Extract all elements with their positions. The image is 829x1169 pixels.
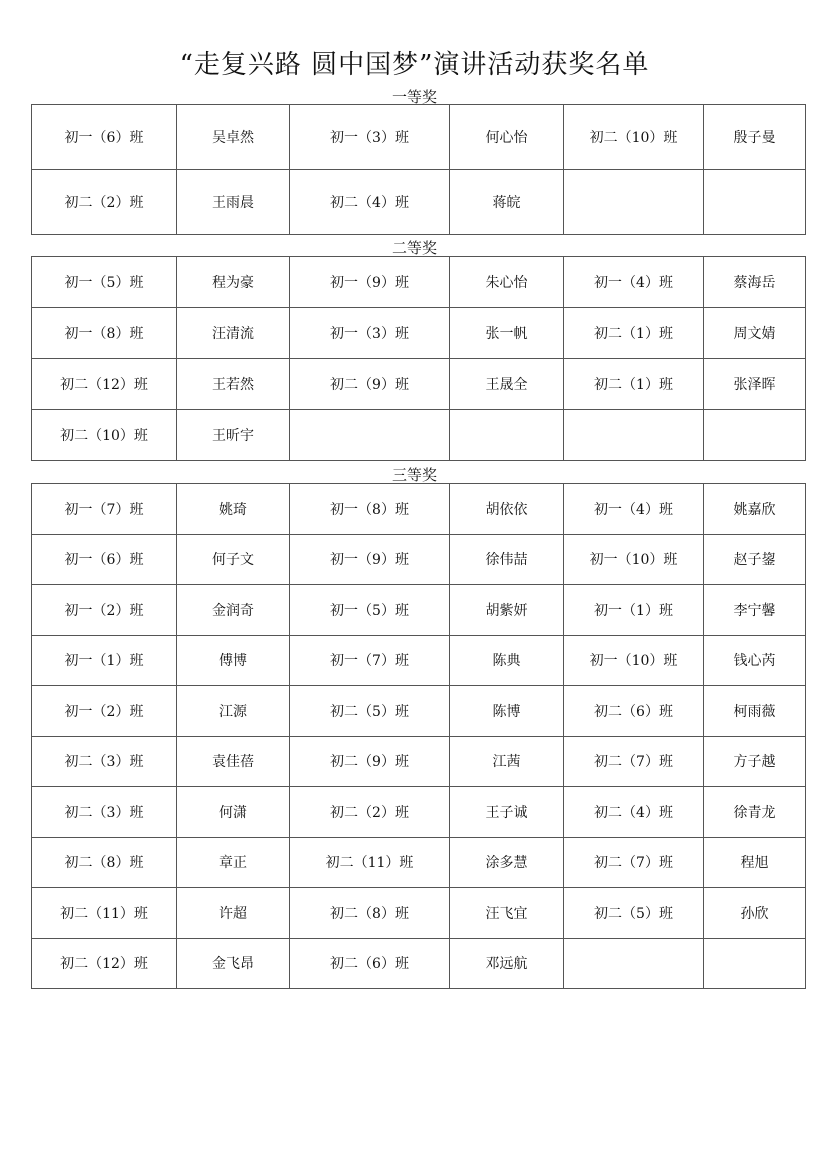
student-name-cell: 蒋皖 xyxy=(450,170,564,235)
table-row xyxy=(32,686,806,737)
student-name-cell: 王雨晨 xyxy=(177,170,290,235)
document-title: “走复兴路 圆中国梦”演讲活动获奖名单 xyxy=(179,50,650,80)
class-cell: 初二（2）班 xyxy=(32,170,177,235)
class-cell: 初二（6）班 xyxy=(564,686,704,737)
student-name-cell: 吴卓然 xyxy=(177,105,290,170)
third-prize-heading: 三等奖 xyxy=(391,466,437,484)
student-name-cell: 柯雨薇 xyxy=(704,686,806,737)
class-cell: 初二（7）班 xyxy=(564,736,704,787)
table-row xyxy=(32,888,806,939)
class-cell xyxy=(564,938,704,989)
student-name-cell: 赵子鋆 xyxy=(704,534,806,585)
class-cell: 初一（7）班 xyxy=(290,635,450,686)
class-cell: 初二（5）班 xyxy=(290,686,450,737)
class-cell: 初一（6）班 xyxy=(32,105,177,170)
class-cell: 初二（3）班 xyxy=(32,736,177,787)
table-row xyxy=(32,410,806,461)
class-cell xyxy=(564,410,704,461)
student-name-cell: 程为豪 xyxy=(177,257,290,308)
first-prize-heading: 一等奖 xyxy=(391,88,437,106)
student-name-cell: 张一帆 xyxy=(450,308,564,359)
table-row xyxy=(32,938,806,989)
table-row xyxy=(32,105,806,170)
class-cell: 初二（7）班 xyxy=(564,837,704,888)
student-name-cell: 何子文 xyxy=(177,534,290,585)
class-cell: 初一（8）班 xyxy=(290,484,450,535)
class-cell xyxy=(564,170,704,235)
class-cell: 初二（9）班 xyxy=(290,736,450,787)
student-name-cell xyxy=(704,170,806,235)
student-name-cell: 张泽晖 xyxy=(704,359,806,410)
student-name-cell xyxy=(704,938,806,989)
class-cell: 初一（9）班 xyxy=(290,534,450,585)
student-name-cell: 姚琦 xyxy=(177,484,290,535)
class-cell: 初一（3）班 xyxy=(290,308,450,359)
class-cell: 初二（5）班 xyxy=(564,888,704,939)
class-cell: 初一（4）班 xyxy=(564,257,704,308)
table-row xyxy=(32,585,806,636)
table-row xyxy=(32,635,806,686)
student-name-cell: 许超 xyxy=(177,888,290,939)
student-name-cell xyxy=(450,410,564,461)
class-cell: 初二（8）班 xyxy=(290,888,450,939)
class-cell: 初一（3）班 xyxy=(290,105,450,170)
table-row xyxy=(32,170,806,235)
class-cell: 初一（10）班 xyxy=(564,635,704,686)
class-cell: 初一（6）班 xyxy=(32,534,177,585)
table-row xyxy=(32,837,806,888)
class-cell: 初二（6）班 xyxy=(290,938,450,989)
class-cell: 初二（1）班 xyxy=(564,308,704,359)
class-cell: 初一（2）班 xyxy=(32,585,177,636)
class-cell xyxy=(290,410,450,461)
student-name-cell: 陈博 xyxy=(450,686,564,737)
table-row xyxy=(32,736,806,787)
student-name-cell: 殷子曼 xyxy=(704,105,806,170)
student-name-cell: 陈典 xyxy=(450,635,564,686)
student-name-cell: 邓远航 xyxy=(450,938,564,989)
class-cell: 初二（8）班 xyxy=(32,837,177,888)
class-cell: 初一（10）班 xyxy=(564,534,704,585)
class-cell: 初二（4）班 xyxy=(564,787,704,838)
student-name-cell: 王若然 xyxy=(177,359,290,410)
student-name-cell: 汪飞宜 xyxy=(450,888,564,939)
student-name-cell: 李宁馨 xyxy=(704,585,806,636)
student-name-cell: 孙欣 xyxy=(704,888,806,939)
student-name-cell: 朱心怡 xyxy=(450,257,564,308)
table-row xyxy=(32,534,806,585)
class-cell: 初二（12）班 xyxy=(32,938,177,989)
student-name-cell: 涂多慧 xyxy=(450,837,564,888)
student-name-cell: 王晟全 xyxy=(450,359,564,410)
table-row xyxy=(32,484,806,535)
class-cell: 初二（12）班 xyxy=(32,359,177,410)
student-name-cell: 程旭 xyxy=(704,837,806,888)
class-cell: 初一（7）班 xyxy=(32,484,177,535)
table-row xyxy=(32,787,806,838)
class-cell: 初二（1）班 xyxy=(564,359,704,410)
student-name-cell: 何心怡 xyxy=(450,105,564,170)
class-cell: 初一（5）班 xyxy=(32,257,177,308)
class-cell: 初二（9）班 xyxy=(290,359,450,410)
student-name-cell: 徐伟喆 xyxy=(450,534,564,585)
student-name-cell: 江茜 xyxy=(450,736,564,787)
student-name-cell xyxy=(704,410,806,461)
student-name-cell: 何潇 xyxy=(177,787,290,838)
class-cell: 初一（8）班 xyxy=(32,308,177,359)
student-name-cell: 袁佳蓓 xyxy=(177,736,290,787)
student-name-cell: 傅博 xyxy=(177,635,290,686)
second-prize-table xyxy=(31,256,806,461)
class-cell: 初一（4）班 xyxy=(564,484,704,535)
class-cell: 初二（4）班 xyxy=(290,170,450,235)
class-cell: 初二（2）班 xyxy=(290,787,450,838)
class-cell: 初二（11）班 xyxy=(32,888,177,939)
student-name-cell: 周文婧 xyxy=(704,308,806,359)
class-cell: 初一（1）班 xyxy=(564,585,704,636)
student-name-cell: 王子诚 xyxy=(450,787,564,838)
class-cell: 初一（5）班 xyxy=(290,585,450,636)
student-name-cell: 王昕宇 xyxy=(177,410,290,461)
class-cell: 初二（3）班 xyxy=(32,787,177,838)
class-cell: 初二（11）班 xyxy=(290,837,450,888)
student-name-cell: 蔡海岳 xyxy=(704,257,806,308)
student-name-cell: 姚嘉欣 xyxy=(704,484,806,535)
student-name-cell: 金润奇 xyxy=(177,585,290,636)
class-cell: 初一（1）班 xyxy=(32,635,177,686)
table-row xyxy=(32,257,806,308)
second-prize-heading: 二等奖 xyxy=(391,239,437,257)
third-prize-table xyxy=(31,483,806,989)
student-name-cell: 胡紫妍 xyxy=(450,585,564,636)
student-name-cell: 章正 xyxy=(177,837,290,888)
student-name-cell: 方子越 xyxy=(704,736,806,787)
student-name-cell: 徐青龙 xyxy=(704,787,806,838)
class-cell: 初二（10）班 xyxy=(564,105,704,170)
class-cell: 初一（2）班 xyxy=(32,686,177,737)
table-row xyxy=(32,308,806,359)
student-name-cell: 胡依依 xyxy=(450,484,564,535)
class-cell: 初二（10）班 xyxy=(32,410,177,461)
student-name-cell: 金飞昂 xyxy=(177,938,290,989)
table-row xyxy=(32,359,806,410)
student-name-cell: 汪清流 xyxy=(177,308,290,359)
student-name-cell: 江源 xyxy=(177,686,290,737)
first-prize-table xyxy=(31,104,806,235)
student-name-cell: 钱心芮 xyxy=(704,635,806,686)
class-cell: 初一（9）班 xyxy=(290,257,450,308)
